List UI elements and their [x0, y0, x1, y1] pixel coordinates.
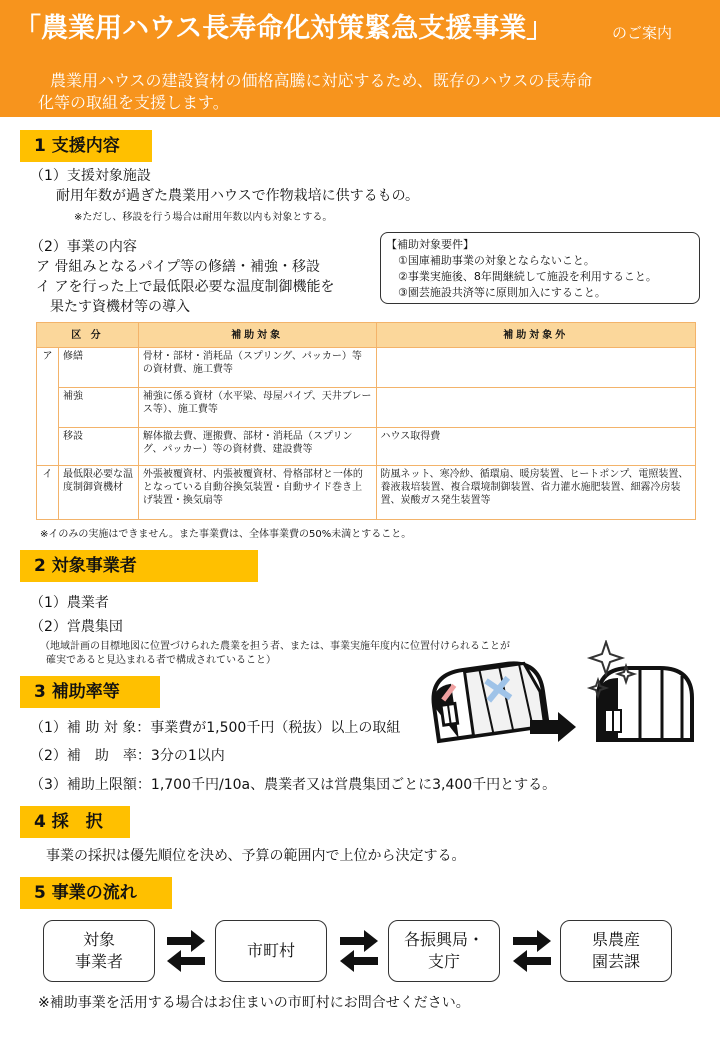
flow-box-regional-office	[388, 920, 500, 982]
table-cell-excluded	[376, 348, 696, 388]
exchange-arrows-icon	[338, 928, 380, 972]
table-note: ※イのみの実施はできません。また事業費は、全体事業費の50%未満とすること。	[40, 529, 412, 540]
content-i-line2: 果たす資機材等の導入	[50, 299, 190, 315]
content-heading: （2）事業の内容	[30, 239, 137, 255]
eligible-group: （2）営農集団	[30, 619, 123, 635]
flow-box-municipality	[215, 920, 327, 982]
table-header-excluded: 補助対象外	[376, 323, 696, 348]
flow-box-line1: 県農産	[591, 930, 640, 949]
page-title: 「農業用ハウス長寿命化対策緊急支援事業」	[14, 13, 554, 44]
table-cell-excluded: 防風ネット、寒冷紗、循環扇、暖房装置、ヒートポンプ、電照装置、養液栽培装置、複合環境制御装置、省力灌水施肥装置、細霧冷房装置、炭酸ガス発生装置等	[376, 466, 696, 520]
eligible-note-line1: （地域計画の目標地図に位置づけられた農業を担う者、または、事業実施年度内に位置付けられることが	[40, 641, 510, 652]
lead-text-line1: 農業用ハウスの建設資材の価格高騰に対応するため、既存のハウスの長寿命	[50, 71, 593, 90]
requirement-3: ③園芸施設共済等に原則加入にすること。	[398, 286, 606, 299]
new-greenhouse-icon	[598, 668, 692, 740]
flow-box-prefecture	[560, 920, 672, 982]
table-row	[37, 428, 696, 466]
table-group-a: ア	[37, 348, 59, 466]
table-cell-excluded: ハウス取得費	[376, 428, 696, 466]
table-header-row	[37, 323, 696, 348]
adoption-text: 事業の採択は優先順位を決め、予算の範囲内で上位から決定する。	[46, 848, 466, 864]
table-row	[37, 466, 696, 520]
table-cell-category: 補強	[58, 388, 138, 428]
exchange-arrows-icon	[165, 928, 207, 972]
section-heading-flow: 5 事業の流れ	[20, 877, 172, 909]
content-a: ア 骨組みとなるパイプ等の修繕・補強・移設	[36, 259, 321, 275]
rate-target: （1）補 助 対 象：事業費が1,500千円（税抜）以上の取組	[30, 720, 401, 736]
requirement-2: ②事業実施後、8年間継続して施設を利用すること。	[398, 270, 657, 283]
section-heading-support: 1 支援内容	[20, 130, 152, 162]
table-cell-target: 補強に係る資材（水平梁、母屋パイプ、天井ブレース等）、施工費等	[138, 388, 376, 428]
facility-text: 耐用年数が過ぎた農業用ハウスで作物栽培に供するもの。	[56, 188, 420, 204]
requirements-title: 【補助対象要件】	[386, 238, 474, 251]
table-cell-category: 最低限必要な温度制御資機材	[58, 466, 138, 520]
table-cell-excluded	[376, 388, 696, 428]
table-row	[37, 348, 696, 388]
facility-note: ※ただし、移設を行う場合は耐用年数以内も対象とする。	[74, 212, 333, 223]
section-heading-rate: 3 補助率等	[20, 676, 160, 708]
flow-box-line1: 対象	[82, 930, 115, 949]
section-heading-eligible: 2 対象事業者	[20, 550, 258, 582]
table-cell-target: 解体撤去費、運搬費、部材・消耗品（スプリング、パッカー）等の資材費、建設費等	[138, 428, 376, 466]
table-header-target: 補助対象	[138, 323, 376, 348]
content-i-line1: イ アを行った上で最低限必要な温度制御機能を	[36, 279, 335, 295]
flow-note: ※補助事業を活用する場合はお住まいの市町村にお問合せください。	[38, 995, 470, 1011]
flow-box-line2: 事業者	[74, 952, 123, 971]
flow-box-line2: 支庁	[427, 952, 460, 971]
facility-heading: （1）支援対象施設	[30, 168, 151, 184]
table-cell-category: 修繕	[58, 348, 138, 388]
flow-box-line2: 園芸課	[591, 952, 640, 971]
support-table	[36, 322, 696, 520]
lead-text-line2: 化等の取組を支援します。	[38, 93, 229, 112]
eligible-farmer: （1）農業者	[30, 595, 109, 611]
table-header-category: 区 分	[37, 323, 139, 348]
table-row	[37, 388, 696, 428]
rate-limit: （3）補助上限額：1,700千円/10a、農業者又は営農集団ごとに3,400千円とする。	[30, 777, 557, 793]
exchange-arrows-icon	[511, 928, 553, 972]
table-cell-target: 外張被覆資材、内張被覆資材、骨格部材と一体的となっている自動谷換気装置・自動サイド巻き上げ装置・換気扇等	[138, 466, 376, 520]
flow-box-line1: 各振興局・	[403, 930, 484, 949]
rate-ratio: （2）補 助 率：3分の1以内	[30, 748, 225, 764]
flow-box-applicant	[43, 920, 155, 982]
eligible-note-line2: 確実であると見込まれる者で構成されていること）	[46, 655, 276, 666]
page-title-suffix: のご案内	[612, 24, 673, 42]
table-group-i: イ	[37, 466, 59, 520]
section-heading-adoption: 4 採 択	[20, 806, 130, 838]
table-cell-category: 移設	[58, 428, 138, 466]
greenhouse-illustration	[430, 640, 710, 750]
table-cell-target: 骨材・部材・消耗品（スプリング、パッカー）等の資材費、施工費等	[138, 348, 376, 388]
flow-box-line1: 市町村	[246, 941, 295, 960]
requirement-1: ①国庫補助事業の対象とならないこと。	[398, 254, 595, 267]
